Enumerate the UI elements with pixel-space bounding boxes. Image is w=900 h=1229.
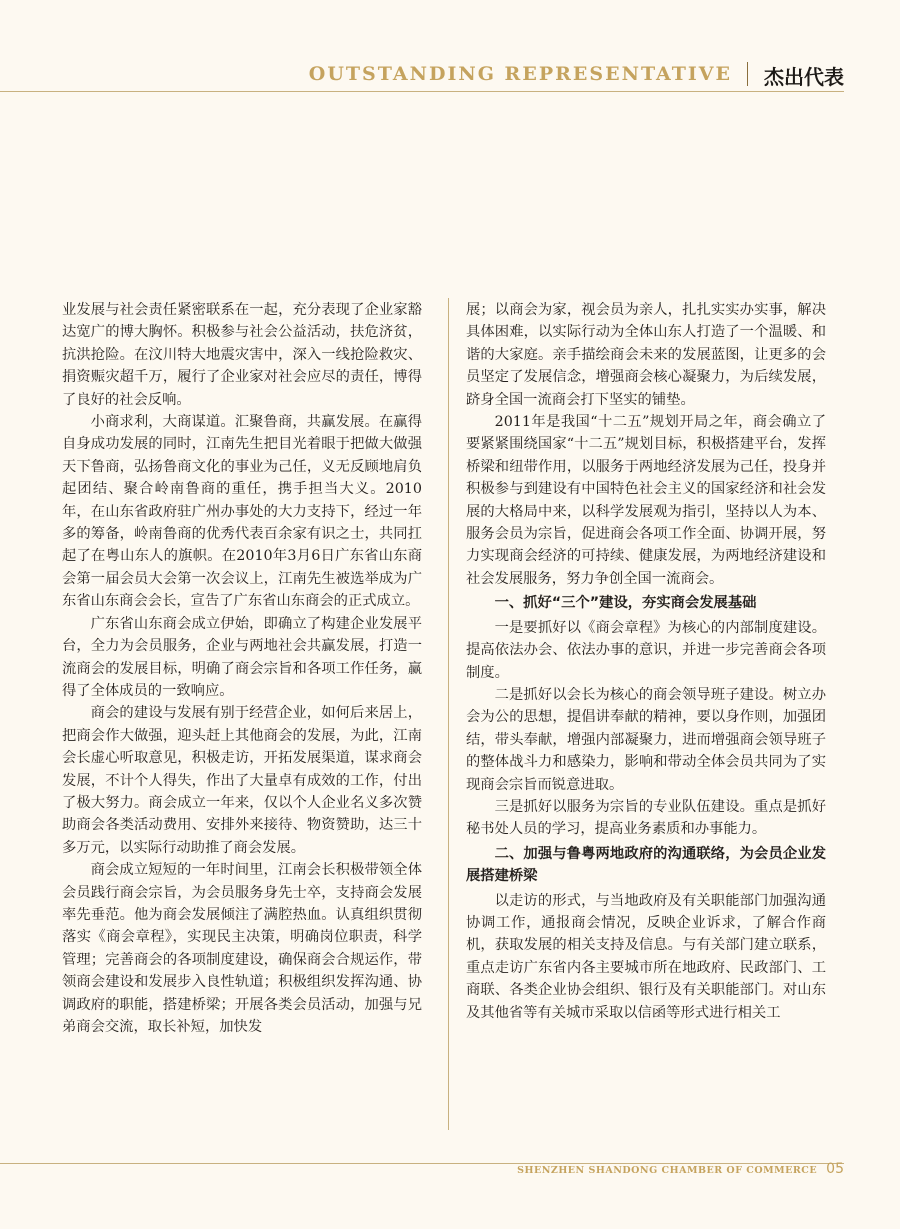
paragraph: 广东省山东商会成立伊始，即确立了构建企业发展平台，全力为会员服务，企业与两地社会共赢发展，打造一流商会的发展目标，明确了商会宗旨和各项工作任务，赢得了全体成员的一致响应。 [62, 615, 422, 699]
header-rule [0, 91, 844, 92]
left-column [62, 299, 422, 1038]
right-column [466, 299, 826, 1024]
page-footer [0, 1158, 844, 1177]
column-divider [448, 298, 449, 1130]
paragraph: 商会的建设与发展有别于经营企业，如何后来居上，把商会作大做强，迎头赶上其他商会的发展，为此，江南会长虚心听取意见，积极走访，开拓发展渠道，谋求商会发展，不计个人得失，作出了大量卓有成效的工作，付出了极大努力。商会成立一年来，仅以个人企业名义多次赞助商会各类活动费用、安排外来接待、物资赞助，达三十多万元，以实际行动助推了商会发展。 [62, 705, 422, 856]
publication-name: SHENZHEN SHANDONG CHAMBER OF COMMERCE [517, 1165, 818, 1176]
section-heading: 二、加强与鲁粤两地政府的沟通联络，为会员企业发展搭建桥梁 [466, 845, 826, 885]
section-title-chinese: 杰出代表 [764, 65, 844, 89]
paragraph: 商会成立短短的一年时间里，江南会长积极带领全体会员践行商会宗旨，为会员服务身先士卒，支持商会发展率先垂范。他为商会发展倾注了满腔热血。认真组织贯彻落实《商会章程》，实现民主决策，明确岗位职责，科学管理；完善商会的各项制度建设，确保商会合规运作，带领商会建设和发展步入良性轨道；积极组织发挥沟通、协调政府的职能，搭建桥梁；开展各类会员活动，加强与兄弟商会交流，取长补短，加快发 [62, 862, 422, 1035]
paragraph: 业发展与社会责任紧密联系在一起，充分表现了企业家豁达宽广的博大胸怀。积极参与社会公益活动，扶危济贫，抗洪抢险。在汶川特大地震灾害中，深入一线抢险救灾、捐资赈灾超千万，履行了企业家对社会应尽的责任，博得了良好的社会反响。 [62, 302, 422, 408]
paragraph: 三是抓好以服务为宗旨的专业队伍建设。重点是抓好秘书处人员的学习，提高业务素质和办事能力。 [466, 798, 826, 838]
page-header [0, 58, 844, 92]
page-number: 05 [826, 1161, 844, 1177]
paragraph: 2011年是我国“十二五”规划开局之年，商会确立了要紧紧围绕国家“十二五”规划目标，积极搭建平台，发挥桥梁和纽带作用，以服务于两地经济发展为己任，投身并积极参与到建设有中国特色社会主义的国家经济和社会发展的大格局中来，以科学发展观为指引，坚持以人为本、服务会员为宗旨，促进商会各项工作全面、协调开展，努力实现商会经济的可持续、健康发展，为两地经济建设和社会发展服务，努力争创全国一流商会。 [466, 414, 826, 587]
paragraph: 二是抓好以会长为核心的商会领导班子建设。树立办会为公的思想，提倡讲奉献的精神，要以身作则，加强团结，带头奉献，增强内部凝聚力，进而增强商会领导班子的整体战斗力和感染力，影响和带动全体会员共同为了实现商会宗旨而锐意进取。 [466, 686, 826, 793]
section-title-english: OUTSTANDING REPRESENTATIVE [308, 63, 732, 85]
paragraph: 一是要抓好以《商会章程》为核心的内部制度建设。提高依法办会、依法办事的意识，并进一步完善商会各项制度。 [466, 619, 826, 681]
paragraph: 以走访的形式，与当地政府及有关职能部门加强沟通协调工作，通报商会情况，反映企业诉求，了解合作商机，获取发展的相关支持及信息。与有关部门建立联系，重点走访广东省内各主要城市所在地政府、民政部门、工商联、各类企业协会组织、银行及有关职能部门。对山东及其他省等有关城市采取以信函等形式进行相关工 [466, 892, 826, 1021]
header-separator [747, 62, 748, 86]
paragraph: 展；以商会为家，视会员为亲人，扎扎实实办实事，解决具体困难，以实际行动为全体山东人打造了一个温暖、和谐的大家庭。亲手描绘商会未来的发展蓝图，让更多的会员坚定了发展信念，增强商会核心凝聚力，为后续发展，跻身全国一流商会打下坚实的铺垫。 [466, 302, 826, 408]
section-heading: 一、抓好“三个”建设，夯实商会发展基础 [494, 595, 757, 612]
paragraph: 小商求利，大商谋道。汇聚鲁商，共赢发展。在赢得自身成功发展的同时，江南先生把目光着眼于把做大做强天下鲁商，弘扬鲁商文化的事业为己任，义无反顾地肩负起团结、聚合岭南鲁商的重任，携手担当大义。2010年，在山东省政府驻广州办事处的大力支持下，经过一年多的筹备，岭南鲁商的优秀代表百余家有识之士，共同扛起了在粤山东人的旗帜。在2010年3月6日广东省山东商会第一届会员大会第一次会议上，江南先生被选举成为广东省山东商会会长，宣告了广东省山东商会的正式成立。 [62, 414, 422, 610]
